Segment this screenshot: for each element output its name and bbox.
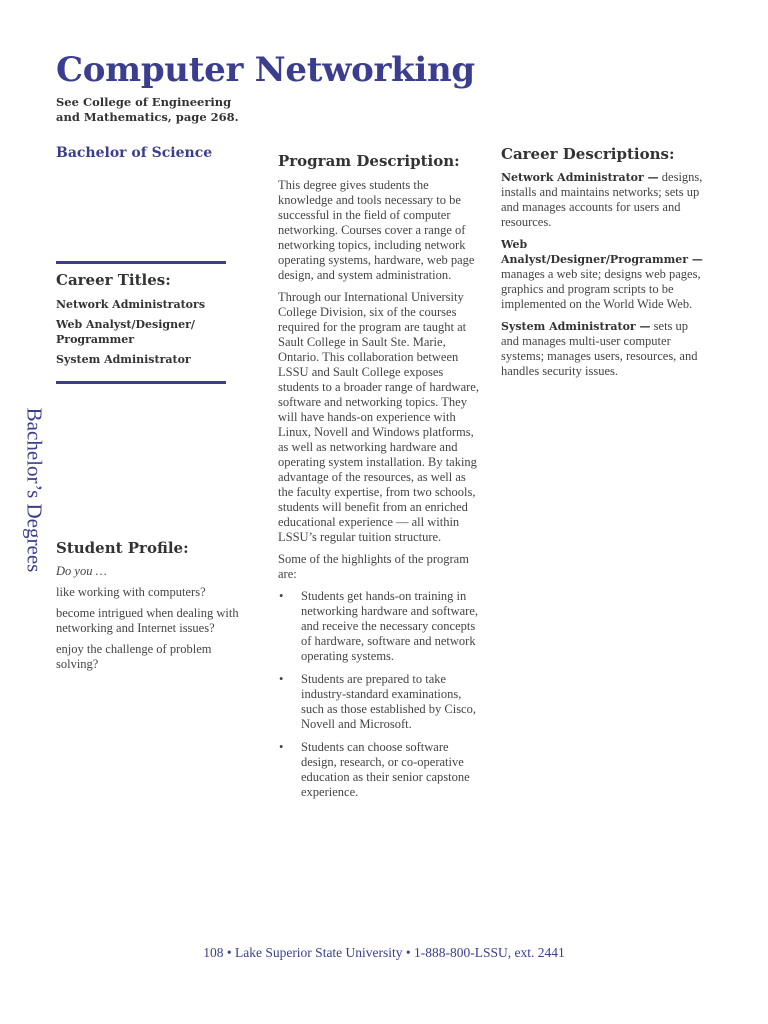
highlight-text: Students are prepared to take industry-standard examinations, such as those established by Cisco, Novell and Microsoft. [301,672,476,731]
career-text: sets up and manages multi-user computer systems; manages users, resources, and handles security issues. [501,319,698,378]
page-footer: 108 • Lake Superior State University • 1-888-800-LSSU, ext. 2441 [203,945,565,960]
career-title-item: System Administrator [56,353,191,366]
career-term: Web Analyst/Designer/Programmer — [501,238,703,266]
career-description-item [501,237,709,312]
career-titles-list [56,297,231,372]
see-line-2: and Mathematics, page 268. [56,110,239,124]
page-title: Computer Networking [56,50,475,90]
program-description [278,178,480,808]
career-descriptions-heading: Career Descriptions: [501,145,675,163]
profile-lead: Do you … [56,564,107,578]
career-description-item [501,319,709,379]
cross-reference [56,95,286,125]
career-titles-heading: Career Titles: [56,271,171,289]
description-paragraph: Some of the highlights of the program are: [278,552,469,581]
profile-item: like working with computers? [56,585,206,599]
career-description-item [501,170,709,230]
career-term: System Administrator — [501,320,651,333]
highlight-item [278,672,480,732]
highlight-item [278,589,480,664]
career-title-item: Web Analyst/Designer/ Programmer [56,318,195,346]
highlight-text: Students can choose software design, research, or co-operative education as their senior capstone experience. [301,740,470,799]
highlights-list [278,589,480,800]
student-profile-heading: Student Profile: [56,539,189,557]
section-side-label: Bachelor’s Degrees [22,407,47,573]
description-paragraph: This degree gives students the knowledge and tools necessary to be successful in the field of computer networking. Courses cover a range of networking topics, including network operating systems, hardware, web page design, and system administration. [278,178,475,282]
career-descriptions [501,170,709,386]
highlight-text: Students get hands-on training in networking hardware and software, and receive the necessary concepts of hardware, software and network operating systems. [301,589,479,663]
degree-heading: Bachelor of Science [56,145,213,161]
description-paragraph: Through our International University College Division, six of the courses required for the program are taught at Sault College in Sault Ste. Marie, Ontario. This collaboration between LSSU and Sault College exposes students to a broader range of hardware, software and networking topics. They will have hands-on experience with Linux, Novell and Windows platforms, as well as networking hardware and operating system installation. By taking advantage of the resources, as well as the faculty expertise, from two schools, students will benefit from an enriched educational experience — all within LSSU’s regular tuition structure. [278,290,479,544]
divider-top [56,261,226,264]
see-line-1: See College of Engineering [56,95,232,109]
bullet-icon: • [279,589,284,603]
career-term: Network Administrator — [501,171,659,184]
bullet-icon: • [279,740,284,754]
profile-item: become intrigued when dealing with networking and Internet issues? [56,606,239,635]
career-text: manages a web site; designs web pages, graphics and program scripts to be implemented on the World Wide Web. [501,267,701,311]
student-profile [56,564,241,678]
highlight-item [278,740,480,800]
program-description-heading: Program Description: [278,152,460,170]
bullet-icon: • [279,672,284,686]
profile-item: enjoy the challenge of problem solving? [56,642,212,671]
career-title-item: Network Administrators [56,298,206,311]
divider-bottom [56,381,226,384]
career-text: designs, installs and maintains networks; sets up and manages accounts for users and resources. [501,170,703,229]
